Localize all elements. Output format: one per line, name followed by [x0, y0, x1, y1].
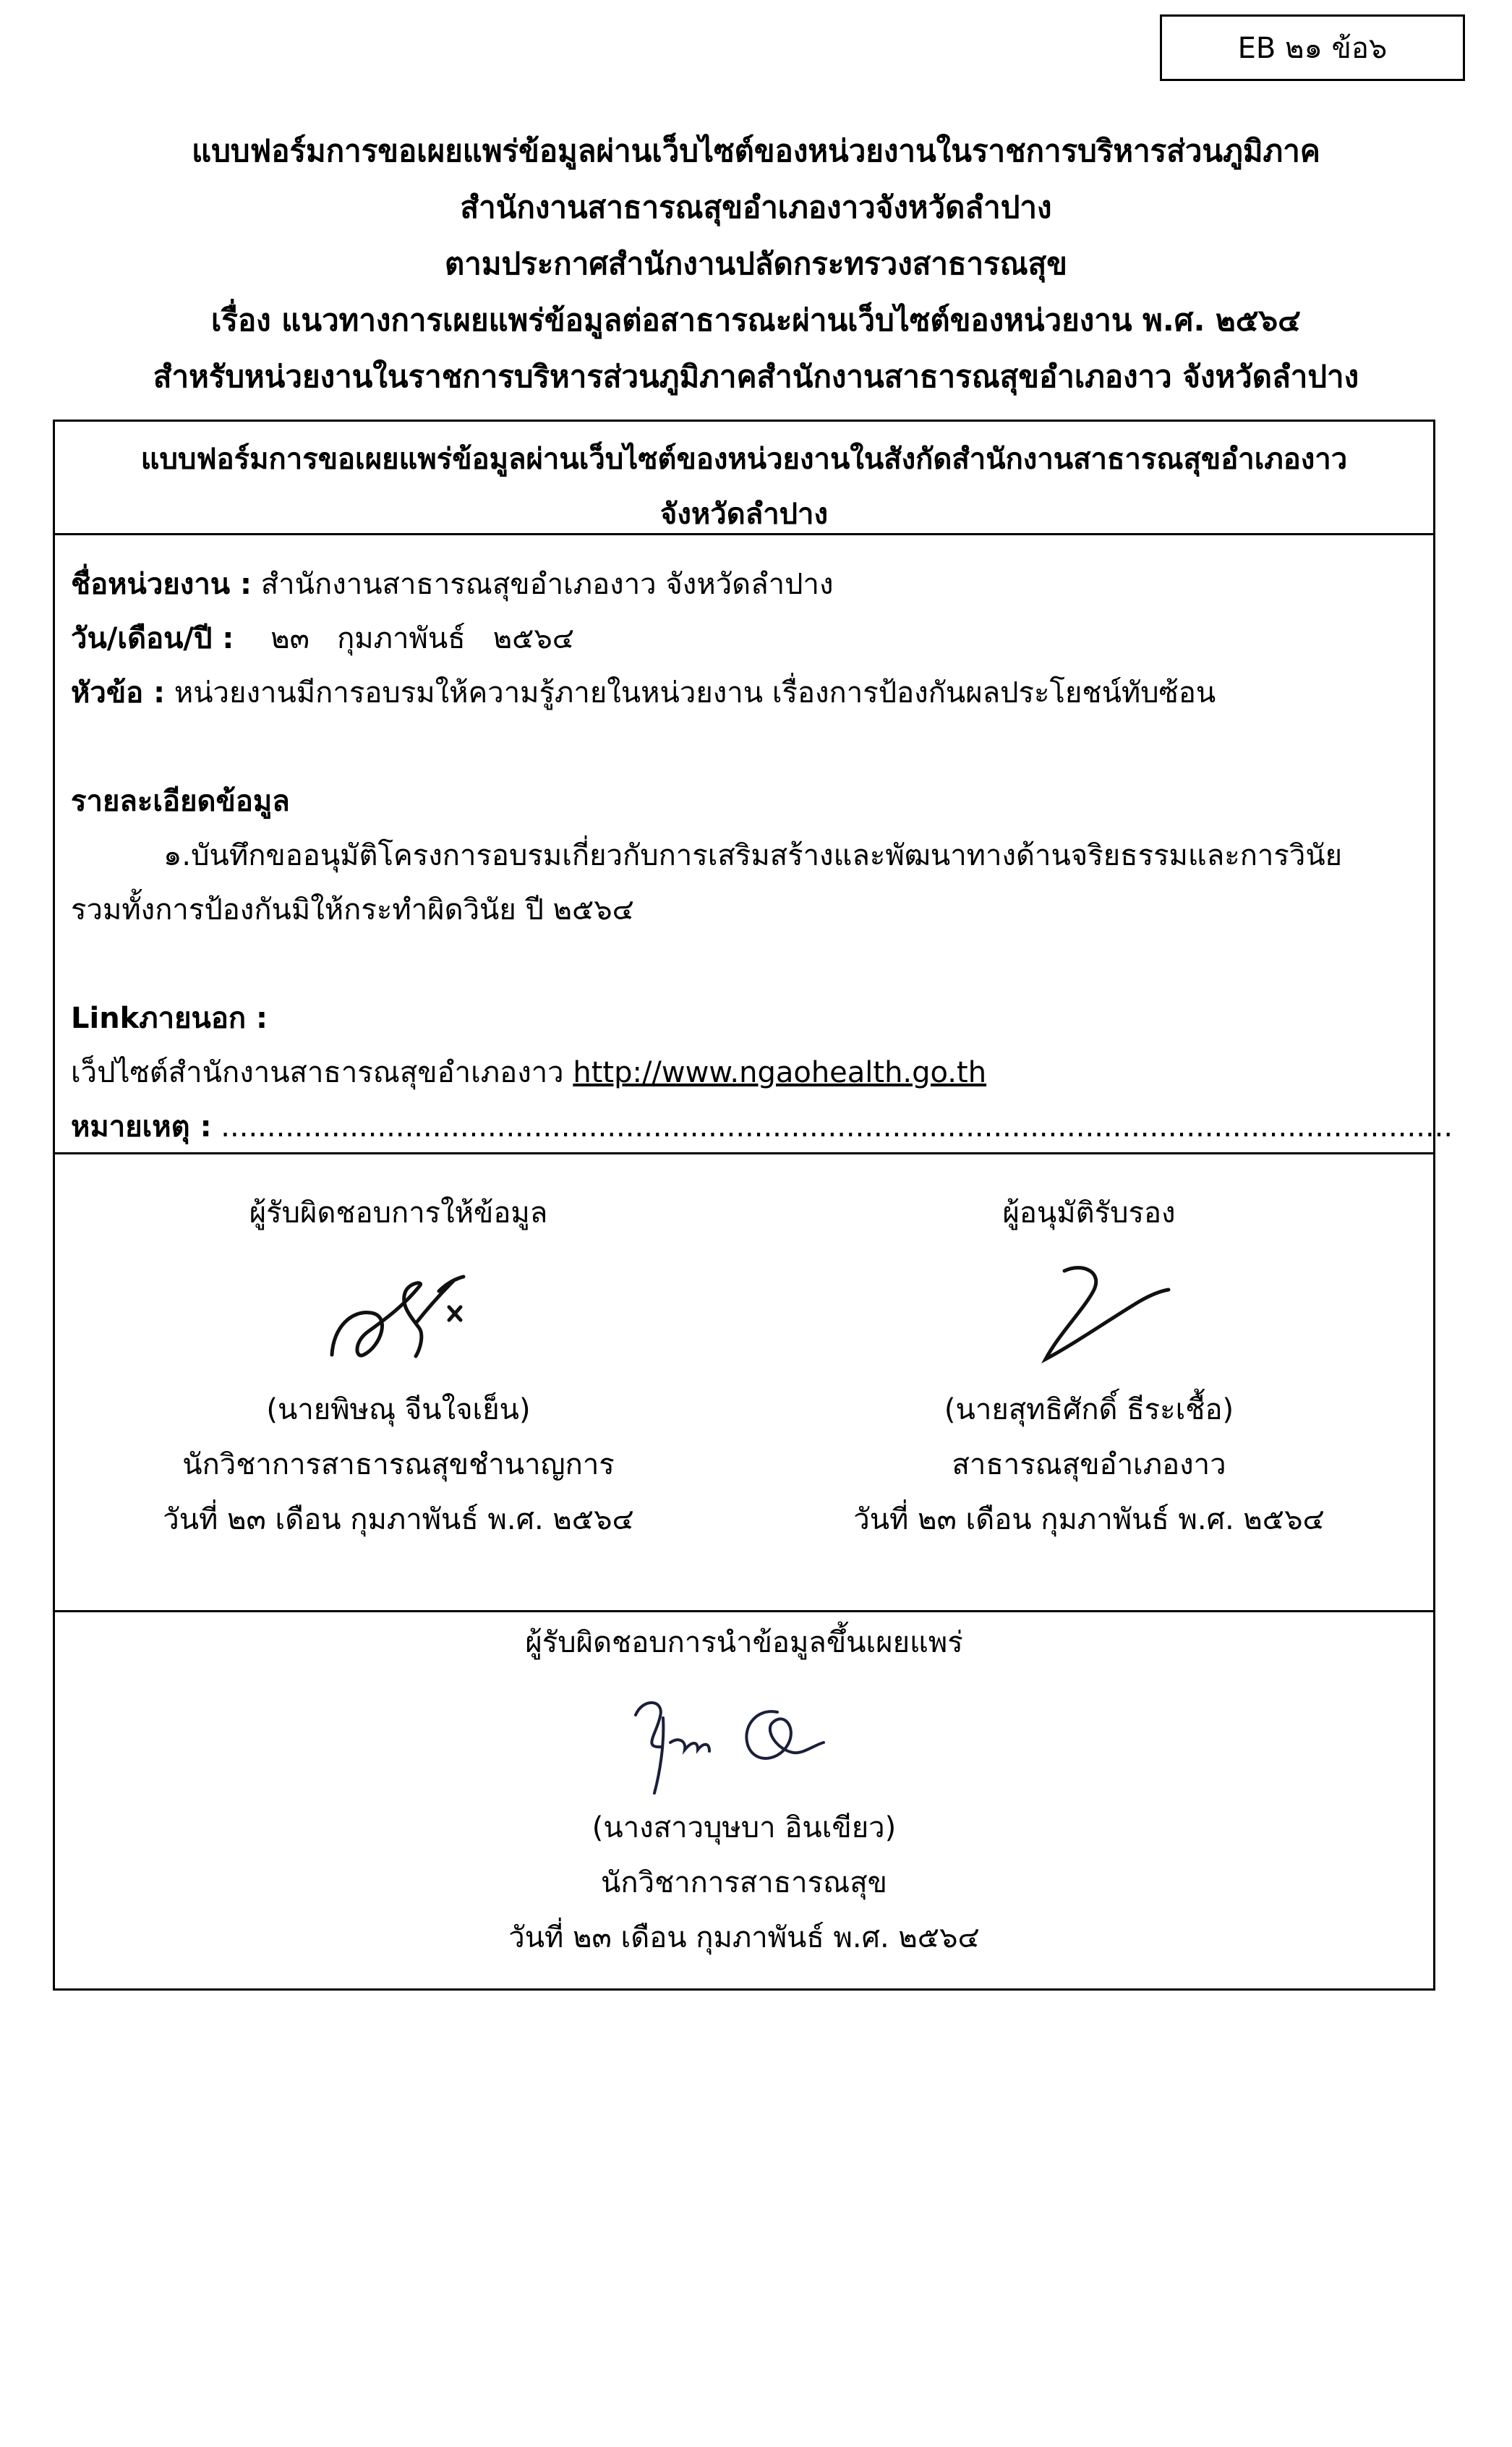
approver-signature-block — [785, 1186, 1393, 1547]
unit-row — [71, 558, 1417, 612]
date-row — [71, 612, 1417, 666]
publisher-name: (นางสาวบุษบา อินเขียว) — [591, 1811, 897, 1844]
remark-value: ...................................................................................................................................... — [211, 1110, 1453, 1144]
publisher-date: วันที่ ๒๓ เดือน กุมภาพันธ์ พ.ศ. ๒๕๖๔ — [508, 1921, 980, 1954]
link-row — [71, 992, 1417, 1046]
form-title-line-1: แบบฟอร์มการขอเผยแพร่ข้อมูลผ่านเว็บไซต์ของหน่วยงานในสังกัดสำนักงานสาธารณสุขอำเภองาว — [140, 443, 1348, 476]
publisher-signature-image — [607, 1670, 881, 1800]
request-form — [53, 420, 1453, 1991]
responsible-signature-block — [98, 1186, 699, 1547]
heading-line-5: สำหรับหน่วยงานในราชการบริหารส่วนภูมิภาคสำนักงานสาธารณสุขอำเภองาว จังหวัดลำปาง — [153, 359, 1359, 394]
approver-name: (นายสุทธิศักดิ์ ธีระเชื้อ) — [944, 1393, 1234, 1426]
approver-date: วันที่ ๒๓ เดือน กุมภาพันธ์ พ.ศ. ๒๕๖๔ — [853, 1503, 1325, 1536]
date-value: ๒๓ กุมภาพันธ์ ๒๕๖๔ — [234, 622, 575, 655]
document-code-box — [1160, 14, 1465, 81]
topic-value: หน่วยงานมีการอบรมให้ความรู้ภายในหน่วยงาน เรื่องการป้องกันผลประโยชน์ทับซ้อน — [165, 676, 1216, 710]
approver-role: ผู้อนุมัติรับรอง — [1002, 1196, 1176, 1230]
document-heading — [0, 123, 1512, 405]
details-label: รายละเอียดข้อมูล — [71, 785, 290, 818]
heading-line-1: แบบฟอร์มการขอเผยแพร่ข้อมูลผ่านเว็บไซต์ของหน่วยงานในราชการบริหารส่วนภูมิภาค — [192, 133, 1320, 169]
publisher-signature-block — [55, 1615, 1433, 1965]
responsible-name: (นายพิษณุ จีนใจเย็น) — [266, 1393, 531, 1426]
link-prefix: เว็ปไซต์สำนักงานสาธารณสุขอำเภองาว — [71, 1056, 573, 1089]
responsible-position: นักวิชาการสาธารณสุขชำนาญการ — [182, 1448, 615, 1481]
approver-position: สาธารณสุขอำเภองาว — [952, 1448, 1226, 1481]
responsible-role: ผู้รับผิดชอบการให้ข้อมูล — [249, 1196, 548, 1230]
form-info-section — [71, 558, 1453, 1154]
form-title-line-2: จังหวัดลำปาง — [659, 498, 829, 531]
responsible-date: วันที่ ๒๓ เดือน กุมภาพันธ์ พ.ศ. ๒๕๖๔ — [163, 1503, 634, 1536]
form-title — [55, 432, 1433, 542]
approver-signature-image — [995, 1240, 1183, 1382]
heading-line-4: เรื่อง แนวทางการเผยแพร่ข้อมูลต่อสาธารณะผ่านเว็บไซต์ของหน่วยงาน พ.ศ. ๒๕๖๔ — [211, 302, 1301, 338]
topic-row — [71, 666, 1417, 720]
divider-info — [55, 1152, 1433, 1154]
document-code: EB ๒๑ ข้อ๖ — [1237, 32, 1388, 65]
responsible-signature-image — [312, 1240, 485, 1382]
date-label: วัน/เดือน/ปี : — [71, 622, 234, 655]
link-value-row — [71, 1046, 1417, 1100]
heading-line-3: ตามประกาศสำนักงานปลัดกระทรวงสาธารณสุข — [444, 246, 1068, 281]
remark-label: หมายเหตุ : — [71, 1110, 212, 1144]
details-line-2: รวมทั้งการป้องกันมิให้กระทำผิดวินัย ปี ๒๕๖๔ — [71, 893, 634, 927]
divider-title — [55, 533, 1433, 535]
publisher-role: ผู้รับผิดชอบการนำข้อมูลขึ้นเผยแพร่ — [525, 1626, 963, 1659]
unit-value: สำนักงานสาธารณสุขอำเภองาว จังหวัดลำปาง — [252, 568, 834, 601]
details-row — [71, 775, 1417, 829]
link-label: Linkภายนอก : — [71, 1002, 268, 1035]
details-line-1: ๑.บันทึกขออนุมัติโครงการอบรมเกี่ยวกับการเสริมสร้างและพัฒนาทางด้านจริยธรรมและการวินัย — [163, 839, 1343, 872]
divider-signatures — [55, 1610, 1433, 1612]
remark-row — [71, 1100, 1453, 1154]
unit-label: ชื่อหน่วยงาน : — [71, 568, 252, 601]
website-link[interactable]: http://www.ngaohealth.go.th — [573, 1056, 987, 1089]
topic-label: หัวข้อ : — [71, 676, 166, 710]
heading-line-2: สำนักงานสาธารณสุขอำเภองาวจังหวัดลำปาง — [460, 190, 1052, 225]
publisher-position: นักวิชาการสาธารณสุข — [601, 1866, 887, 1899]
